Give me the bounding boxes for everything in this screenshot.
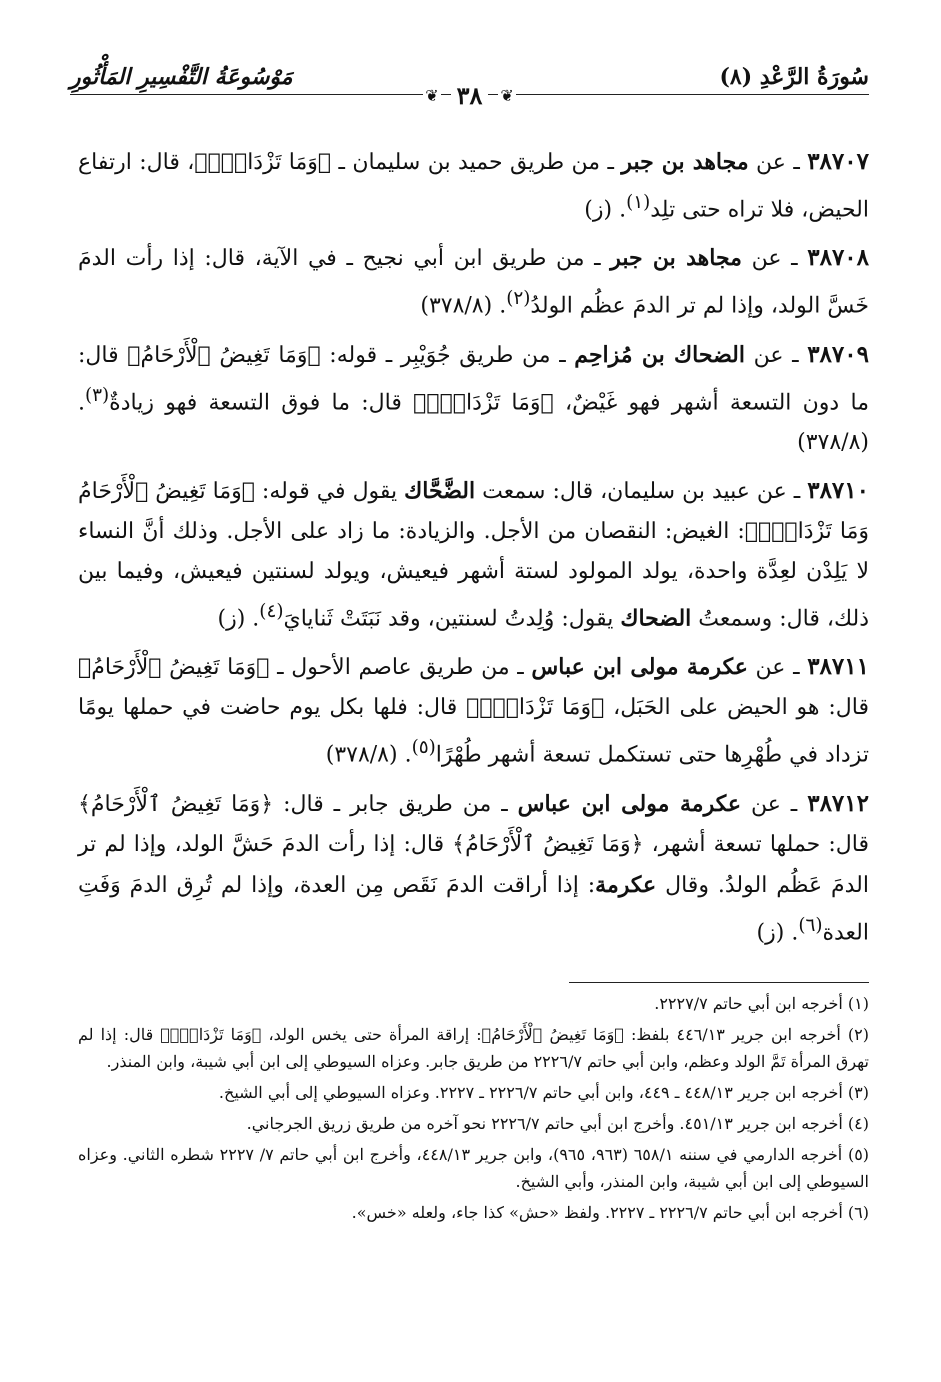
- entry-text: ـ من طريق جابر ـ قال:: [273, 791, 518, 817]
- book-title: مَوْسُوعَةُ التَّفْسِيرِ المَأْثُورِ: [70, 64, 293, 90]
- page-number-group: [70, 81, 869, 110]
- quran-quote: ﴿وَمَا تَغِيضُ ٱلْأَرْحَامُ﴾: [78, 791, 274, 817]
- footnote: (٦) أخرجه ابن أبي حاتم ٢٢٢٦/٧ ـ ٢٢٢٧. ولفظ «حش» كذا جاء، ولعله «خس».: [351, 1203, 869, 1222]
- footnote-ref: (٢): [506, 288, 531, 310]
- entry-tail: . (٣٧٨/٨): [420, 293, 507, 319]
- entry-text: ـ عن: [744, 342, 808, 368]
- entry-number: ٣٨٧١٢: [807, 789, 869, 817]
- entry-text: قال: ما فوق التسعة فهو زيادةٌ: [109, 389, 414, 415]
- narrator-name: الضحاك بن مُزاحِم: [574, 341, 745, 368]
- entry-text: يقول في قوله:: [254, 478, 405, 504]
- narrator-name: عكرمة: [595, 871, 657, 898]
- entry: [78, 784, 869, 953]
- entry-text: ـ عن: [741, 791, 808, 817]
- entry-text: يقول: وُلِدتُ لسنتين، وقد نَبَتَتْ ثَنايايَ: [283, 606, 621, 632]
- entry-tail: . (ز): [756, 919, 799, 945]
- footnote-ref: (٦): [798, 914, 823, 936]
- entry-text: ـ من طريق عاصم الأحول ـ: [269, 655, 532, 681]
- entry-tail: . (ز): [217, 606, 260, 632]
- entry-number: ٣٨٧٠٩: [807, 340, 869, 368]
- quran-quote: ﴿وَمَا تَغِيضُ ٱلْأَرْحَامُ﴾: [452, 831, 644, 857]
- entry-number: ٣٨٧٠٧: [807, 148, 869, 175]
- footnote: (٥) أخرجه الدارمي في سننه ٦٥٨/١ (٩٦٣، ٩٦٥)، وابن جرير ٤٤٨/١٣، وأخرج ابن أبي حاتم ٧/ ٢٢٢٧ شطره الثاني. وعزاه السيوطي إلى ابن أبي شيبة، وابن المنذر، وأبي الشيخ.: [78, 1145, 870, 1191]
- entry-text: ـ عن: [747, 655, 808, 681]
- entry-text: قال: هو الحيض على الحَبَل،: [604, 695, 869, 721]
- entry-tail: . (٣٧٨/٨): [325, 742, 412, 768]
- page-header: [70, 58, 869, 118]
- entry: [78, 335, 869, 463]
- quran-quote: ﴿وَمَا تَغِيضُ ٱلْأَرْحَامُ﴾: [78, 655, 270, 681]
- quran-quote: ﴿وَمَا تَزْدَادُۖ﴾: [194, 150, 332, 175]
- footnotes: [78, 990, 869, 1230]
- surah-title: سُورَةُ الرَّعْدِ (٨): [719, 64, 869, 90]
- footnote: (٢) أخرجه ابن جرير ٤٤٦/١٣ بلفظ: ﴿وَمَا تَغِيضُ ٱلْأَرْحَامُ﴾: إراقة المرأة حتى يخس الولد، ﴿وَمَا تَزْدَادُۖ﴾ قال: إذا لم تهرق المرأة تَمَّ الولد وعظم، وابن أبي حاتم ٢٢٢٦/٧ من طريق جابر. وعزاه السيوطي إلى ابن أبي شيبة، وابن المنذر.: [78, 1025, 870, 1071]
- entry-text: : إذا أراقت الدمَ نَقَص مِن العدة، وإذا لم تُرِق الدمَ وَفَتِ العدة: [78, 872, 869, 945]
- entry-text: قال: إذا رأت الدمَ حَشَّ الولد، وإذا لم تر الدمَ عَظُم الولدُ. وقال: [78, 831, 870, 898]
- footnote: (٣) أخرجه ابن جرير ٤٤٨/١٣ ـ ٤٤٩، وابن أبي حاتم ٢٢٢٦/٧ ـ ٢٢٢٧. وعزاه السيوطي إلى أبي الشيخ.: [218, 1083, 869, 1102]
- quran-quote: ﴿وَمَا تَغِيضُ ٱلْأَرْحَامُ وَمَا تَزْدَادُۖ﴾: [78, 478, 869, 544]
- main-text: [78, 142, 869, 961]
- entry: [78, 647, 869, 775]
- narrator-name: مجاهد بن جبر: [610, 245, 742, 272]
- narrator-name: الضَّحَّاك: [404, 477, 476, 504]
- footnote-ref: (٣): [85, 384, 110, 406]
- footnote-ref: (٥): [411, 737, 436, 759]
- entry-text: قال: ما دون التسعة أشهر فهو غَيْضٌ،: [78, 342, 869, 415]
- entry-text: : الغيض: النقصان من الأجل. والزيادة: ما زاد على الأجل. وذلك أنَّ النساء لا يَلِدْن لعِدَّة واحدة، يولد المولود لستة أشهر فيعيش، ويولد لسنتين فيعيش، وفيما بين ذلك، قال: وسمعتُ: [78, 518, 869, 632]
- entry: [78, 238, 869, 326]
- quran-quote: ﴿وَمَا تَزْدَادُۖ﴾: [413, 389, 554, 415]
- entry-text: ، قال: ارتفاع الحيض، فلا تراه حتى تلِد: [78, 150, 869, 223]
- entry-number: ٣٨٧٠٨: [807, 244, 870, 272]
- quran-quote: ﴿وَمَا تَزْدَادُۖ﴾: [466, 695, 605, 721]
- narrator-name: مجاهد بن جبر: [621, 149, 749, 175]
- narrator-name: الضحاك: [620, 605, 692, 632]
- entry-tail: . (٣٧٨/٨): [78, 389, 869, 455]
- entry-tail: . (ز): [584, 197, 627, 223]
- entry-text: قال: حملها تسعة أشهر،: [643, 831, 869, 857]
- entry-text: ـ من طريق ابن أبي نجيح ـ في الآية، قال: إذا رأت الدمَ خَسَّ الولد، وإذا لم تر الدمَ عظُم الولدُ: [78, 246, 869, 319]
- entry-text: ـ من طريق جُوَيْبِر ـ قوله:: [320, 342, 575, 368]
- footnote: (١) أخرجه ابن أبي حاتم ٢٢٢٧/٧.: [654, 994, 869, 1013]
- page-number: ٣٨: [451, 84, 489, 108]
- narrator-name: عكرمة مولى ابن عباس: [517, 790, 741, 817]
- entry-text: ـ عن: [748, 150, 808, 175]
- entry-number: ٣٨٧١١: [807, 653, 869, 681]
- footnote: (٤) أخرجه ابن جرير ٤٥١/١٣. وأخرج ابن أبي حاتم ٢٢٢٦/٧ نحو آخره من طريق زريق الجرجاني.: [246, 1114, 869, 1133]
- ornament-right-icon: ❦: [500, 86, 514, 105]
- footnote-ref: (١): [626, 192, 651, 213]
- entry-text: ـ عن: [741, 246, 808, 272]
- quran-quote: ﴿وَمَا تَغِيضُ ٱلْأَرْحَامُ﴾: [127, 342, 321, 368]
- entry-text: ـ من طريق حميد بن سليمان ـ: [331, 150, 622, 175]
- entry: [78, 142, 869, 230]
- footnote-separator: [569, 982, 869, 983]
- entry-text: قال: فلها بكل يوم حاضت في حملها يومًا تزداد في طُهْرِها حتى تستكمل تسعة أشهر طُهْرًا: [78, 695, 869, 768]
- entry: [78, 471, 869, 639]
- narrator-name: عكرمة مولى ابن عباس: [531, 654, 748, 681]
- entry-text: ـ عن عبيد بن سليمان، قال: سمعت: [475, 478, 808, 504]
- footnote-ref: (٤): [259, 600, 284, 622]
- entry-number: ٣٨٧١٠: [807, 476, 869, 504]
- ornament-left-icon: ❦: [425, 86, 439, 105]
